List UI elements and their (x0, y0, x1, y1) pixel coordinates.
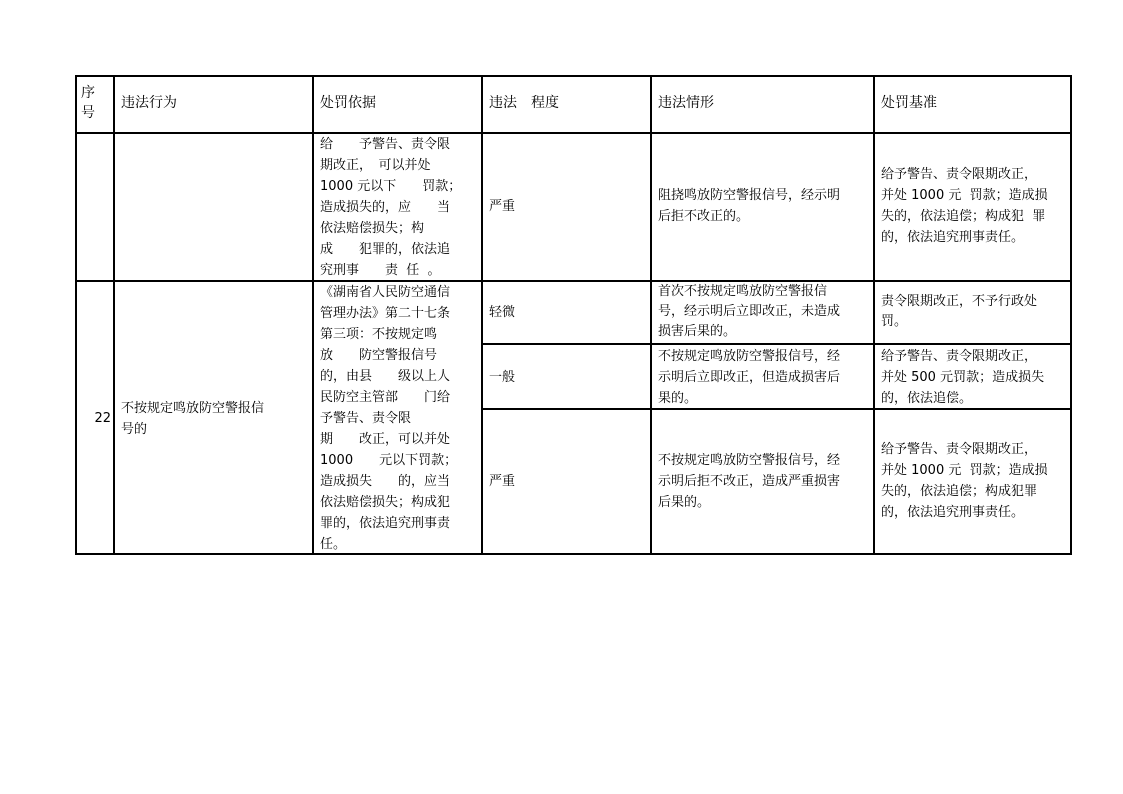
level-situation: 不按规定鸣放防空警报信号，经 示明后立即改正，但造成损害后 果的。 (658, 349, 841, 406)
column-divider (650, 75, 652, 555)
level-degree: 严重 (489, 199, 516, 214)
header-degree: 违法 程度 (489, 95, 559, 111)
row-divider (75, 280, 1072, 282)
column-divider (312, 75, 314, 555)
level-divider (482, 343, 1072, 345)
level-standard: 责令限期改正，不予行政处 罚。 (881, 294, 1038, 329)
column-divider (113, 75, 115, 555)
header-divider (75, 132, 1072, 134)
penalty-table (75, 75, 1072, 555)
header-seq: 序 号 (81, 85, 95, 121)
level-standard: 给予警告、责令限期改正， 并处 500 元罚款；造成损失 的，依法追偿。 (881, 349, 1045, 406)
level-degree: 严重 (489, 474, 516, 489)
level-degree: 轻微 (489, 305, 516, 320)
level-standard: 给予警告、责令限期改正， 并处 1000 元 罚款；造成损 失的，依法追偿；构成犯罪 的，依法追究刑事责任。 (881, 442, 1048, 520)
table-border-left (75, 75, 77, 555)
level-situation: 首次不按规定鸣放防空警报信 号，经示明后立即改正，未造成 损害后果的。 (658, 284, 841, 339)
column-divider (873, 75, 875, 555)
column-divider (481, 75, 483, 555)
header-situation: 违法情形 (658, 95, 714, 111)
header-basis: 处罚依据 (320, 95, 376, 111)
row-violation: 不按规定鸣放防空警报信 号的 (121, 401, 265, 437)
level-degree: 一般 (489, 370, 516, 385)
row-basis: 给 予警告、责令限 期改正， 可以并处 1000 元以下 罚款； 造成损失的，应 当 依法赔偿损失；构 成 犯罪的，依法追 究刑事 责 任 。 (320, 137, 462, 278)
row-basis: 《湖南省人民防空通信 管理办法》第二十七条 第三项：不按规定鸣 放 防空警报信号 的，由县 级以上人 民防空主管部 门给 予警告、责令限 期 改正，可以并处 1000 元以下罚款； 造成损失 的，应当 依法赔偿损失；构成犯 罪的，依法追究刑事责 任。 (320, 285, 458, 552)
table-border-right (1070, 75, 1072, 555)
header-violation: 违法行为 (121, 95, 177, 111)
table-border-bottom (75, 553, 1072, 555)
table-border-top (75, 75, 1072, 77)
level-standard: 给予警告、责令限期改正， 并处 1000 元 罚款；造成损 失的，依法追偿；构成犯 罪 的，依法追究刑事责任。 (881, 167, 1048, 245)
level-situation: 阻挠鸣放防空警报信号，经示明 后拒不改正的。 (658, 188, 841, 224)
level-situation: 不按规定鸣放防空警报信号，经 示明后拒不改正，造成严重损害 后果的。 (658, 453, 841, 510)
header-standard: 处罚基准 (881, 95, 937, 111)
row-seq: 22 (94, 411, 111, 426)
